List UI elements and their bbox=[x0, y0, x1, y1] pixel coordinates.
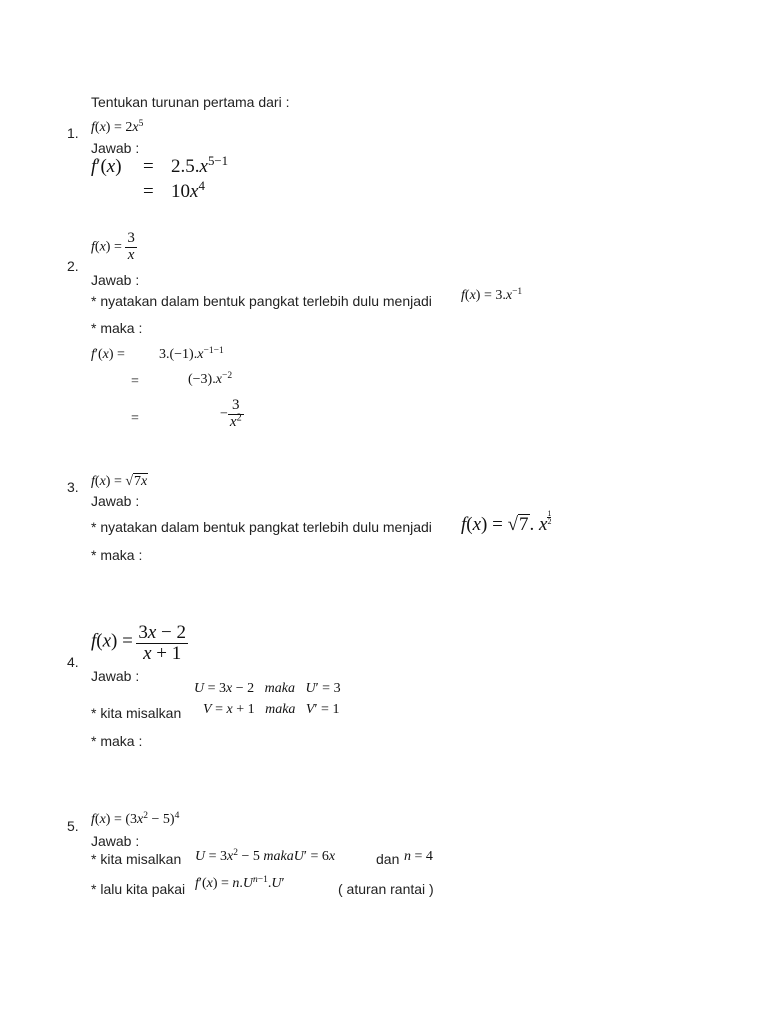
problem-1-step-2-rhs: $10x^4$ bbox=[171, 177, 205, 202]
problem-3-note-text: * nyatakan dalam bentuk pangkat terlebih dulu menjadi bbox=[91, 519, 432, 535]
problem-1-number: 1. bbox=[67, 125, 79, 141]
problem-2-number: 2. bbox=[67, 258, 79, 274]
problem-1-jawab-label: Jawab : bbox=[91, 140, 140, 156]
problem-1-step-1: f′(x) bbox=[91, 156, 122, 177]
problem-4-maka-label: * maka : bbox=[91, 733, 143, 749]
problem-1-step-2-eq: = bbox=[143, 181, 154, 202]
problem-4-misal-v: V = x + 1 maka V′ = 1 bbox=[203, 702, 340, 717]
problem-2-step-1-rhs: $3.(-1).x^{-1-1}$ bbox=[159, 345, 224, 362]
problem-5-number: 5. bbox=[67, 818, 79, 834]
problem-4-question: f(x) = $\frac{3x - 2}{x + 1}$ bbox=[91, 622, 186, 664]
problem-5-chain-formula: $f'(x) = n.U^{n-1}.U'$ bbox=[195, 874, 285, 891]
problem-5-misal-formula: $U = 3x^2 - 5$ makaU′ = 6x bbox=[195, 847, 336, 864]
problem-4-jawab-label: Jawab : bbox=[91, 668, 140, 684]
problem-5-misal-text: * kita misalkan bbox=[91, 851, 182, 867]
problem-2-step-3-rhs: − $\frac{3}{x^2}$ bbox=[220, 397, 242, 430]
problem-3-jawab-label: Jawab : bbox=[91, 493, 140, 509]
problem-3-maka-label: * maka : bbox=[91, 547, 143, 563]
problem-3-question: f(x) = √7x bbox=[91, 474, 148, 489]
problem-4-number: 4. bbox=[67, 654, 79, 670]
problem-2-note-formula: $f(x) = 3.x^{-1}$ bbox=[461, 286, 523, 303]
problem-2-maka-label: * maka : bbox=[91, 320, 143, 336]
problem-5-chain-text: * lalu kita pakai bbox=[91, 881, 186, 897]
problem-5-chain-note: ( aturan rantai ) bbox=[338, 881, 434, 897]
problem-1-step-1-eq: = bbox=[143, 156, 154, 177]
problem-5-misal-n: n = 4 bbox=[404, 849, 433, 864]
problem-2-step-2-eq: = bbox=[131, 374, 139, 389]
problem-2-note-text: * nyatakan dalam bentuk pangkat terlebih dulu menjadi bbox=[91, 293, 432, 309]
problem-3-note-formula: f(x) = √7. x $\frac{1}{2}$ bbox=[461, 509, 552, 535]
problem-5-jawab-label: Jawab : bbox=[91, 833, 140, 849]
problem-3-number: 3. bbox=[67, 479, 79, 495]
problem-1-step-1-rhs: $2.5.x^{5-1}$ bbox=[171, 152, 229, 177]
problem-2-step-3-eq: = bbox=[131, 411, 139, 426]
problem-1-question: $f(x) = 2x^5$ bbox=[91, 118, 144, 135]
problem-5-misal-dan: dan bbox=[376, 851, 400, 867]
problem-2-step-1-lhs: f′(x) = bbox=[91, 347, 125, 362]
problem-5-question: $f(x) = (3x^2 - 5)^4$ bbox=[91, 810, 180, 827]
problem-2-question: f(x) = $\frac{3}{x}$ bbox=[91, 230, 135, 263]
intro-text: Tentukan turunan pertama dari : bbox=[91, 94, 290, 110]
problem-2-step-2-rhs: $(-3).x^{-2}$ bbox=[188, 370, 233, 387]
problem-2-jawab-label: Jawab : bbox=[91, 272, 140, 288]
problem-4-misal-text: * kita misalkan bbox=[91, 705, 182, 721]
problem-4-misal-u: U = 3x − 2 maka U′ = 3 bbox=[194, 681, 341, 696]
